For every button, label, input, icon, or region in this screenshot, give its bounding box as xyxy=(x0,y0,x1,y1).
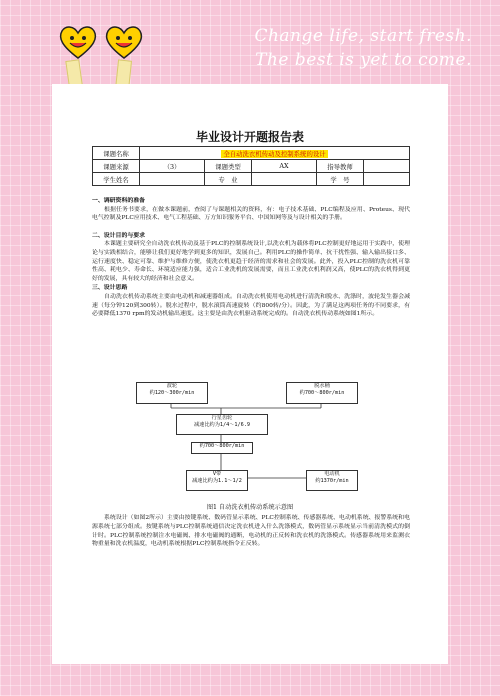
heart-smiley-icon xyxy=(58,24,98,60)
source-label: 课题来源 xyxy=(93,160,140,173)
course-value xyxy=(140,147,410,160)
speed-box: 约700～800r/min xyxy=(191,442,253,454)
major-value xyxy=(252,173,317,186)
type-label: 课题类型 xyxy=(205,160,252,173)
section-3-text: 自动洗衣机传动系统主要由电动机和减速器组成。自动洗衣机使用电动机进行清洗和脱水、洗涤时，波轮发生器会减速（每分钟120到300转）。脱水过程中，脱水滚筒高速旋转（约800转/分）。因此，为了满足这两项任务的不同要求，有必要降低1370 rpm的发动机输出速度。这主要是由洗衣机驱动系统完成的。自动洗衣机传动系统如图1所示。 xyxy=(92,293,410,318)
advisor-label: 指导教师 xyxy=(317,160,364,173)
source-value: （3） xyxy=(140,160,205,173)
decoration-line-2: The best is yet to come. xyxy=(255,50,472,70)
impeller-box: 波轮 约120～300r/min xyxy=(136,382,208,404)
section-2-text: 本课题主要研究全自动洗衣机传动及基于PLC的控制系统设计,以洗衣机为载体将PLC控制更好地运用于实践中，使理论与实践相结合，能够让我们更好地学到更多的知识，发展自己。利用PLC的操作简单、抗干扰性强、输入输出接口多、运行速度快、稳定可靠、维护与维修方便，使洗衣机更趋于经济的需求和社会的发展。此外，投入PLC控制的洗衣机可靠性高、耗电少、寿命长、环境适应能力强，适合工业洗机的发展需要，而且工业洗衣机利润又高，使PLC的洗衣机得到更好的发展，具有较大的经济和社会意义。 xyxy=(92,241,410,282)
advisor-value xyxy=(364,160,410,173)
student-label: 学生姓名 xyxy=(93,173,140,186)
student-value xyxy=(140,173,205,186)
report-body xyxy=(92,196,410,319)
id-label: 学 号 xyxy=(317,173,364,186)
section-3-heading: 三、设计思路 xyxy=(92,284,128,292)
transmission-diagram xyxy=(96,378,406,496)
page-title: 毕业设计开题报告表 xyxy=(195,130,304,144)
course-value-text: 全自动洗衣机传动及控制系统的设计 xyxy=(223,149,326,158)
planetary-gear-box: 行星齿轮 减速比约为1/4～1/6.9 xyxy=(176,414,268,435)
type-value: AX xyxy=(252,160,317,173)
section-1-text: 根据任务书要求，在做本课题前，查阅了与课题相关的资料，有：电子技术基础、PLC编程及应用、Proteus、现代电气控制及PLC应用技术、电气工程基础、万方知识服务平台、中国知网等及与设计相关的手册。 xyxy=(92,206,410,222)
section-1-heading: 一、调研资料的准备 xyxy=(92,197,146,204)
v-belt-box: V带 减速比约为1.1～1/2 xyxy=(186,470,248,491)
course-label: 课题名称 xyxy=(93,147,140,160)
spin-drum-box: 脱水桶 约700～800r/min xyxy=(286,382,358,404)
section-system-text: 系统设计（如图2所示）主要由按键系统、数码管显示系统、PLC控制系统、传感器系统、电动机系统、报警系统和电源系统七部分组成。按键系统与PLC控制系统通信决定洗衣机进入什么洗涤模式，数码管显示系统显示当前清洗模式的倒计时。PLC控制系统控制注水电磁阀、排水电磁阀的通断，电动机的正反转和洗衣机的洗涤模式。传感器系统用来监测衣物重量和洗衣机温度，电动机系统根据PLC控制系统指令正反转。 xyxy=(92,515,410,548)
info-table xyxy=(92,146,410,186)
motor-box: 电动机 约1370r/min xyxy=(306,470,358,491)
section-2-heading: 二、设计目的与要求 xyxy=(92,231,146,239)
report-body-continued xyxy=(92,514,410,549)
heart-smiley-icon xyxy=(104,24,144,60)
major-label: 专 业 xyxy=(205,173,252,186)
figure-caption: 图1 自动洗衣机传动系统示意图 xyxy=(206,504,294,511)
document-page xyxy=(52,84,448,664)
id-value xyxy=(364,173,410,186)
decoration-line-1: Change life, start fresh. xyxy=(254,26,472,46)
